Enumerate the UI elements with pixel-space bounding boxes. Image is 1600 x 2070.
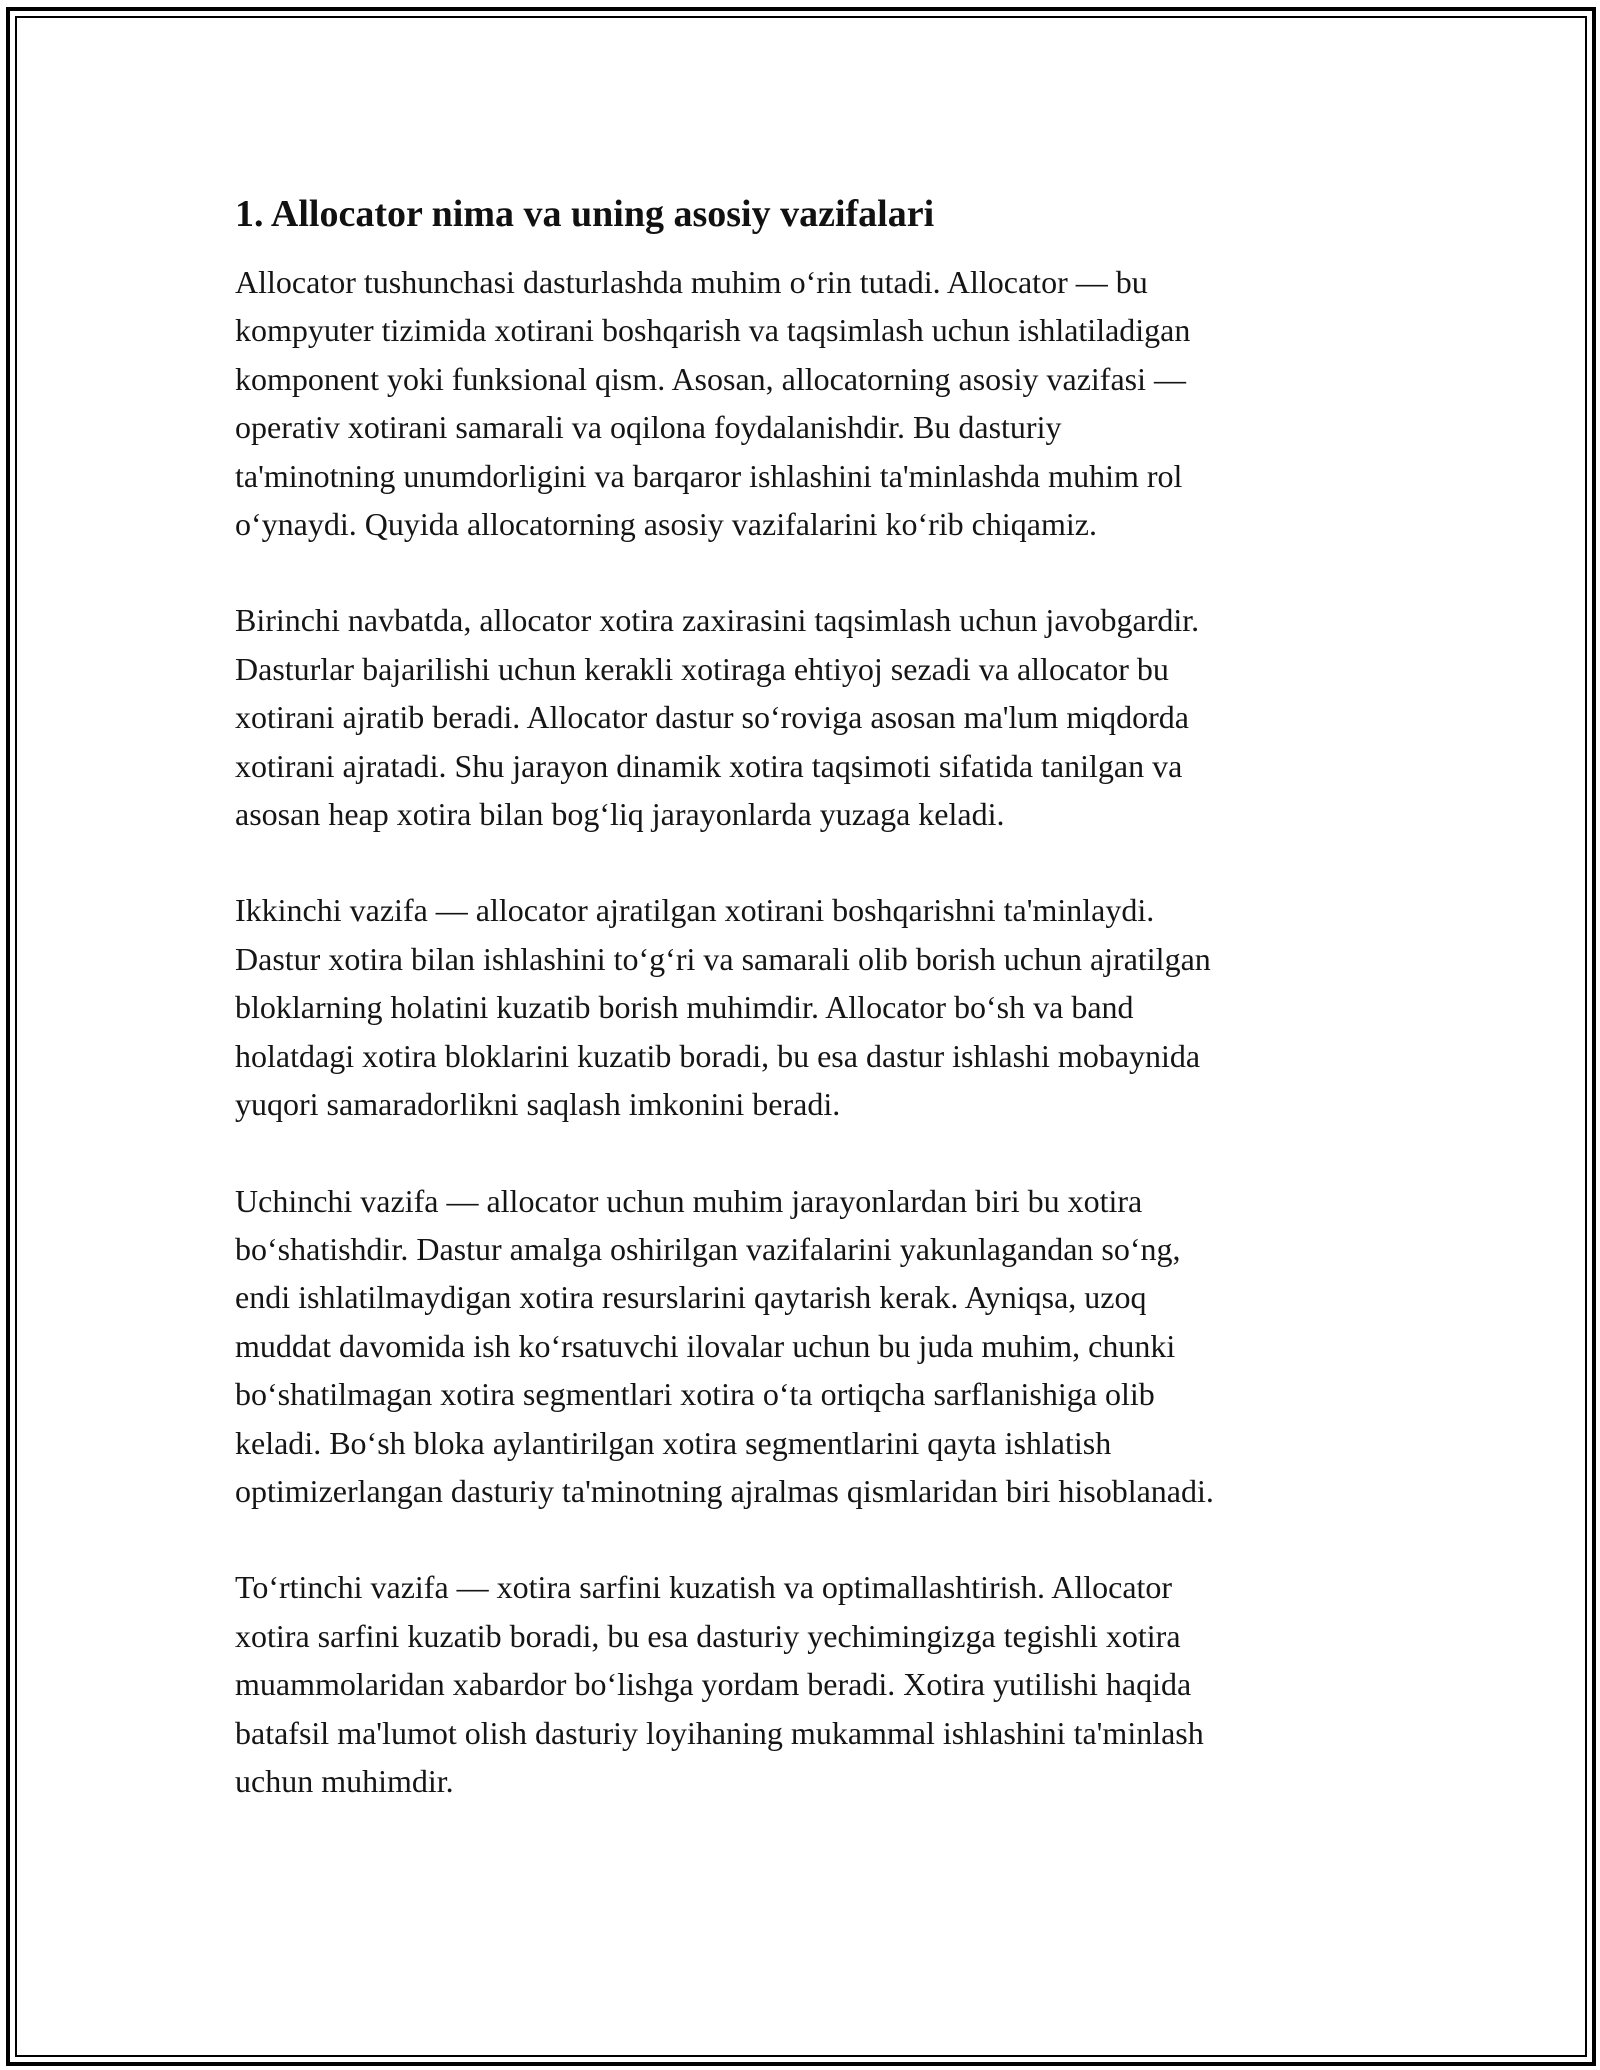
- paragraph-line: xotira sarfini kuzatib boradi, bu esa dasturiy yechimingizga tegishli xotira: [235, 1617, 1181, 1654]
- paragraph-line: kompyuter tizimida xotirani boshqarish va taqsimlash uchun ishlatiladigan: [235, 312, 1191, 349]
- paragraph-line: xotirani ajratadi. Shu jarayon dinamik xotira taqsimoti sifatida tanilgan va: [235, 747, 1183, 784]
- paragraph-fourth-task: [235, 1563, 1365, 1805]
- paragraph-line: bo‘shatishdir. Dastur amalga oshirilgan vazifalarini yakunlagandan so‘ng,: [235, 1230, 1181, 1267]
- paragraph-line: Birinchi navbatda, allocator xotira zaxirasini taqsimlash uchun javobgardir.: [235, 602, 1200, 639]
- paragraph-line: komponent yoki funksional qism. Asosan, allocatorning asosiy vazifasi —: [235, 360, 1186, 397]
- document-body: [235, 182, 1365, 1805]
- section-title: 1. Allocator nima va uning asosiy vazifalari: [235, 193, 935, 235]
- paragraph-intro: [235, 258, 1365, 548]
- paragraph-first-task: [235, 596, 1365, 838]
- paragraph-line: yuqori samaradorlikni saqlash imkonini beradi.: [235, 1086, 841, 1123]
- paragraph-line: muammolaridan xabardor bo‘lishga yordam beradi. Xotira yutilishi haqida: [235, 1666, 1192, 1703]
- paragraph-line: Allocator tushunchasi dasturlashda muhim o‘rin tutadi. Allocator — bu: [235, 264, 1148, 300]
- paragraph-line: uchun muhimdir.: [235, 1762, 454, 1799]
- paragraph-line: Dastur xotira bilan ishlashini to‘g‘ri va samarali olib borish uchun ajratilgan: [235, 940, 1211, 977]
- paragraph-line: holatdagi xotira bloklarini kuzatib boradi, bu esa dastur ishlashi mobaynida: [235, 1037, 1201, 1074]
- paragraph-line: Dasturlar bajarilishi uchun kerakli xotiraga ehtiyoj sezadi va allocator bu: [235, 650, 1169, 687]
- paragraph-line: Ikkinchi vazifa — allocator ajratilgan xotirani boshqarishni ta'minlaydi.: [235, 892, 1155, 929]
- paragraph-second-task: [235, 886, 1365, 1128]
- paragraph-line: xotirani ajratib beradi. Allocator dastur so‘roviga asosan ma'lum miqdorda: [235, 699, 1189, 736]
- paragraph-line: muddat davomida ish ko‘rsatuvchi ilovalar uchun bu juda muhim, chunki: [235, 1327, 1176, 1364]
- paragraph-line: keladi. Bo‘sh bloka aylantirilgan xotira segmentlarini qayta ishlatish: [235, 1424, 1112, 1461]
- paragraph-third-task: [235, 1177, 1365, 1516]
- paragraph-line: ta'minotning unumdorligini va barqaror ishlashini ta'minlashda muhim rol: [235, 457, 1183, 494]
- paragraph-line: batafsil ma'lumot olish dasturiy loyihaning mukammal ishlashini ta'minlash: [235, 1714, 1204, 1751]
- paragraph-line: endi ishlatilmaydigan xotira resurslarini qaytarish kerak. Ayniqsa, uzoq: [235, 1279, 1147, 1316]
- paragraph-line: bloklarning holatini kuzatib borish muhimdir. Allocator bo‘sh va band: [235, 989, 1134, 1026]
- paragraph-line: optimizerlangan dasturiy ta'minotning ajralmas qismlaridan biri hisoblanadi.: [235, 1472, 1214, 1509]
- paragraph-line: Uchinchi vazifa — allocator uchun muhim jarayonlardan biri bu xotira: [235, 1182, 1143, 1219]
- paragraph-line: operativ xotirani samarali va oqilona foydalanishdir. Bu dasturiy: [235, 409, 1062, 446]
- paragraph-line: bo‘shatilmagan xotira segmentlari xotira o‘ta ortiqcha sarflanishiga olib: [235, 1376, 1155, 1413]
- paragraph-line: asosan heap xotira bilan bog‘liq jarayonlarda yuzaga keladi.: [235, 796, 1005, 833]
- paragraph-line: o‘ynaydi. Quyida allocatorning asosiy vazifalarini ko‘rib chiqamiz.: [235, 506, 1097, 543]
- paragraph-line: To‘rtinchi vazifa — xotira sarfini kuzatish va optimallashtirish. Allocator: [235, 1569, 1173, 1606]
